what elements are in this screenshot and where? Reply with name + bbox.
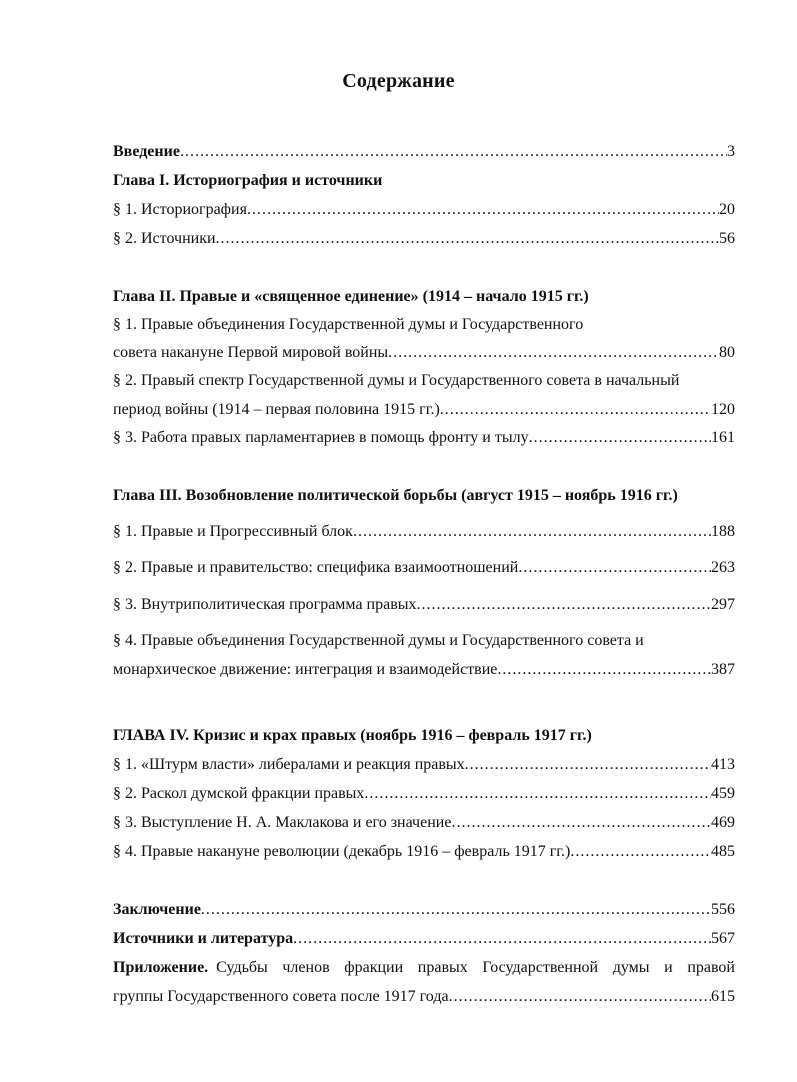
toc-page-number: 469 xyxy=(711,814,735,831)
toc-entry-text: Введение xyxy=(113,143,180,160)
toc-entry-text: § 2. Источники xyxy=(113,230,216,247)
toc-leader-dots xyxy=(451,813,711,833)
toc-entry-text: § 1. Правые и Прогрессивный блок xyxy=(113,523,353,540)
toc-entry-text: § 2. Раскол думской фракции правых xyxy=(113,785,365,802)
toc-entry-text: § 2. Правые и правительство: специфика взаимоотношений xyxy=(113,559,519,576)
toc-entry-text: § 3. Внутриполитическая программа правых xyxy=(113,596,417,613)
chapter-2-title: Глава II. Правые и «священное единение» (1914 – начало 1915 гг.) xyxy=(113,288,589,305)
toc-entry-ch4-s4 xyxy=(113,842,735,862)
appendix-label: Приложение. xyxy=(113,959,209,976)
toc-entry-text: Источники и литература xyxy=(113,930,294,947)
toc-entry-text: § 1. Историография xyxy=(113,201,247,218)
chapter-3-title: Глава III. Возобновление политической борьбы (август 1915 – ноябрь 1916 гг.) xyxy=(113,487,678,504)
toc-entry-text: Заключение xyxy=(113,901,201,918)
toc-page-number: 263 xyxy=(711,559,735,576)
toc-leader-dots xyxy=(497,660,711,680)
toc-entry-ch2-s1-line1: § 1. Правые объединения Государственной думы и Государственного xyxy=(113,316,584,333)
toc-leader-dots xyxy=(180,142,727,162)
toc-page-number: 556 xyxy=(711,901,735,918)
toc-page-number: 413 xyxy=(711,756,735,773)
toc-leader-dots xyxy=(518,558,711,578)
toc-entry-conclusion xyxy=(113,900,735,920)
toc-entry-sources xyxy=(113,929,735,949)
toc-entry-text: § 3. Выступление Н. А. Маклакова и его значение xyxy=(113,814,452,831)
toc-leader-dots xyxy=(440,400,711,420)
toc-leader-dots xyxy=(364,784,711,804)
toc-leader-dots xyxy=(201,900,711,920)
toc-leader-dots xyxy=(570,842,711,862)
toc-entry-ch3-s4 xyxy=(113,660,735,680)
toc-entry-intro xyxy=(113,142,735,162)
page-title: Содержание xyxy=(342,70,455,92)
toc-leader-dots xyxy=(247,200,719,220)
toc-entry-ch3-s2 xyxy=(113,558,735,578)
toc-page-number: 120 xyxy=(711,401,735,418)
toc-entry-appendix xyxy=(113,987,735,1007)
toc-page-number: 80 xyxy=(719,344,735,361)
toc-page-number: 56 xyxy=(719,230,735,247)
toc-page-number: 297 xyxy=(711,596,735,613)
toc-entry-text: § 3. Работа правых парламентариев в помощь фронту и тылу xyxy=(113,429,529,446)
appendix-text: Судьбы членов фракции правых Государственной думы и правой xyxy=(216,959,735,976)
toc-entry-ch4-s1 xyxy=(113,755,735,775)
toc-leader-dots xyxy=(388,343,719,363)
chapter-4-title: ГЛАВА IV. Кризис и крах правых (ноябрь 1916 – февраль 1917 гг.) xyxy=(113,727,592,744)
toc-page-number: 459 xyxy=(711,785,735,802)
toc-entry-text: § 4. Правые накануне революции (декабрь 1916 – февраль 1917 гг.) xyxy=(113,843,571,860)
toc-entry-text: монархическое движение: интеграция и взаимодействие xyxy=(113,661,498,678)
toc-entry-ch1-s1 xyxy=(113,200,735,220)
toc-leader-dots xyxy=(529,428,711,448)
toc-entry-ch3-s3 xyxy=(113,595,735,615)
toc-page-number: 485 xyxy=(711,843,735,860)
toc-leader-dots xyxy=(465,755,711,775)
toc-entry-ch2-s1 xyxy=(113,343,735,363)
toc-entry-ch2-s2 xyxy=(113,400,735,420)
toc-leader-dots xyxy=(449,987,711,1007)
chapter-1-title: Глава I. Историография и источники xyxy=(113,172,383,189)
toc-leader-dots xyxy=(417,595,711,615)
toc-entry-ch3-s1 xyxy=(113,522,735,542)
toc-page-number: 615 xyxy=(711,988,735,1005)
toc-entry-text: § 1. «Штурм власти» либералами и реакция правых xyxy=(113,756,465,773)
toc-entry-ch3-s4-line1: § 4. Правые объединения Государственной думы и Государственного совета и xyxy=(113,632,644,649)
toc-page-number: 161 xyxy=(711,429,735,446)
toc-page-number: 387 xyxy=(711,661,735,678)
toc-leader-dots xyxy=(216,229,719,249)
toc-entry-appendix-line1 xyxy=(113,958,735,978)
toc-entry-ch1-s2 xyxy=(113,229,735,249)
toc-entry-ch2-s2-line1: § 2. Правый спектр Государственной думы и Государственного совета в начальный xyxy=(113,372,680,389)
toc-leader-dots xyxy=(293,929,711,949)
toc-entry-ch4-s3 xyxy=(113,813,735,833)
toc-entry-text: группы Государственного совета после 1917 года xyxy=(113,988,449,1005)
toc-leader-dots xyxy=(353,522,711,542)
toc-entry-ch4-s2 xyxy=(113,784,735,804)
toc-page-number: 188 xyxy=(711,523,735,540)
toc-entry-text: период войны (1914 – первая половина 1915 гг.) xyxy=(113,401,440,418)
toc-entry-text: совета накануне Первой мировой войны xyxy=(113,344,389,361)
toc-entry-ch2-s3 xyxy=(113,428,735,448)
toc-page-number: 3 xyxy=(727,143,735,160)
toc-page-number: 20 xyxy=(719,201,735,218)
toc-page-number: 567 xyxy=(711,930,735,947)
